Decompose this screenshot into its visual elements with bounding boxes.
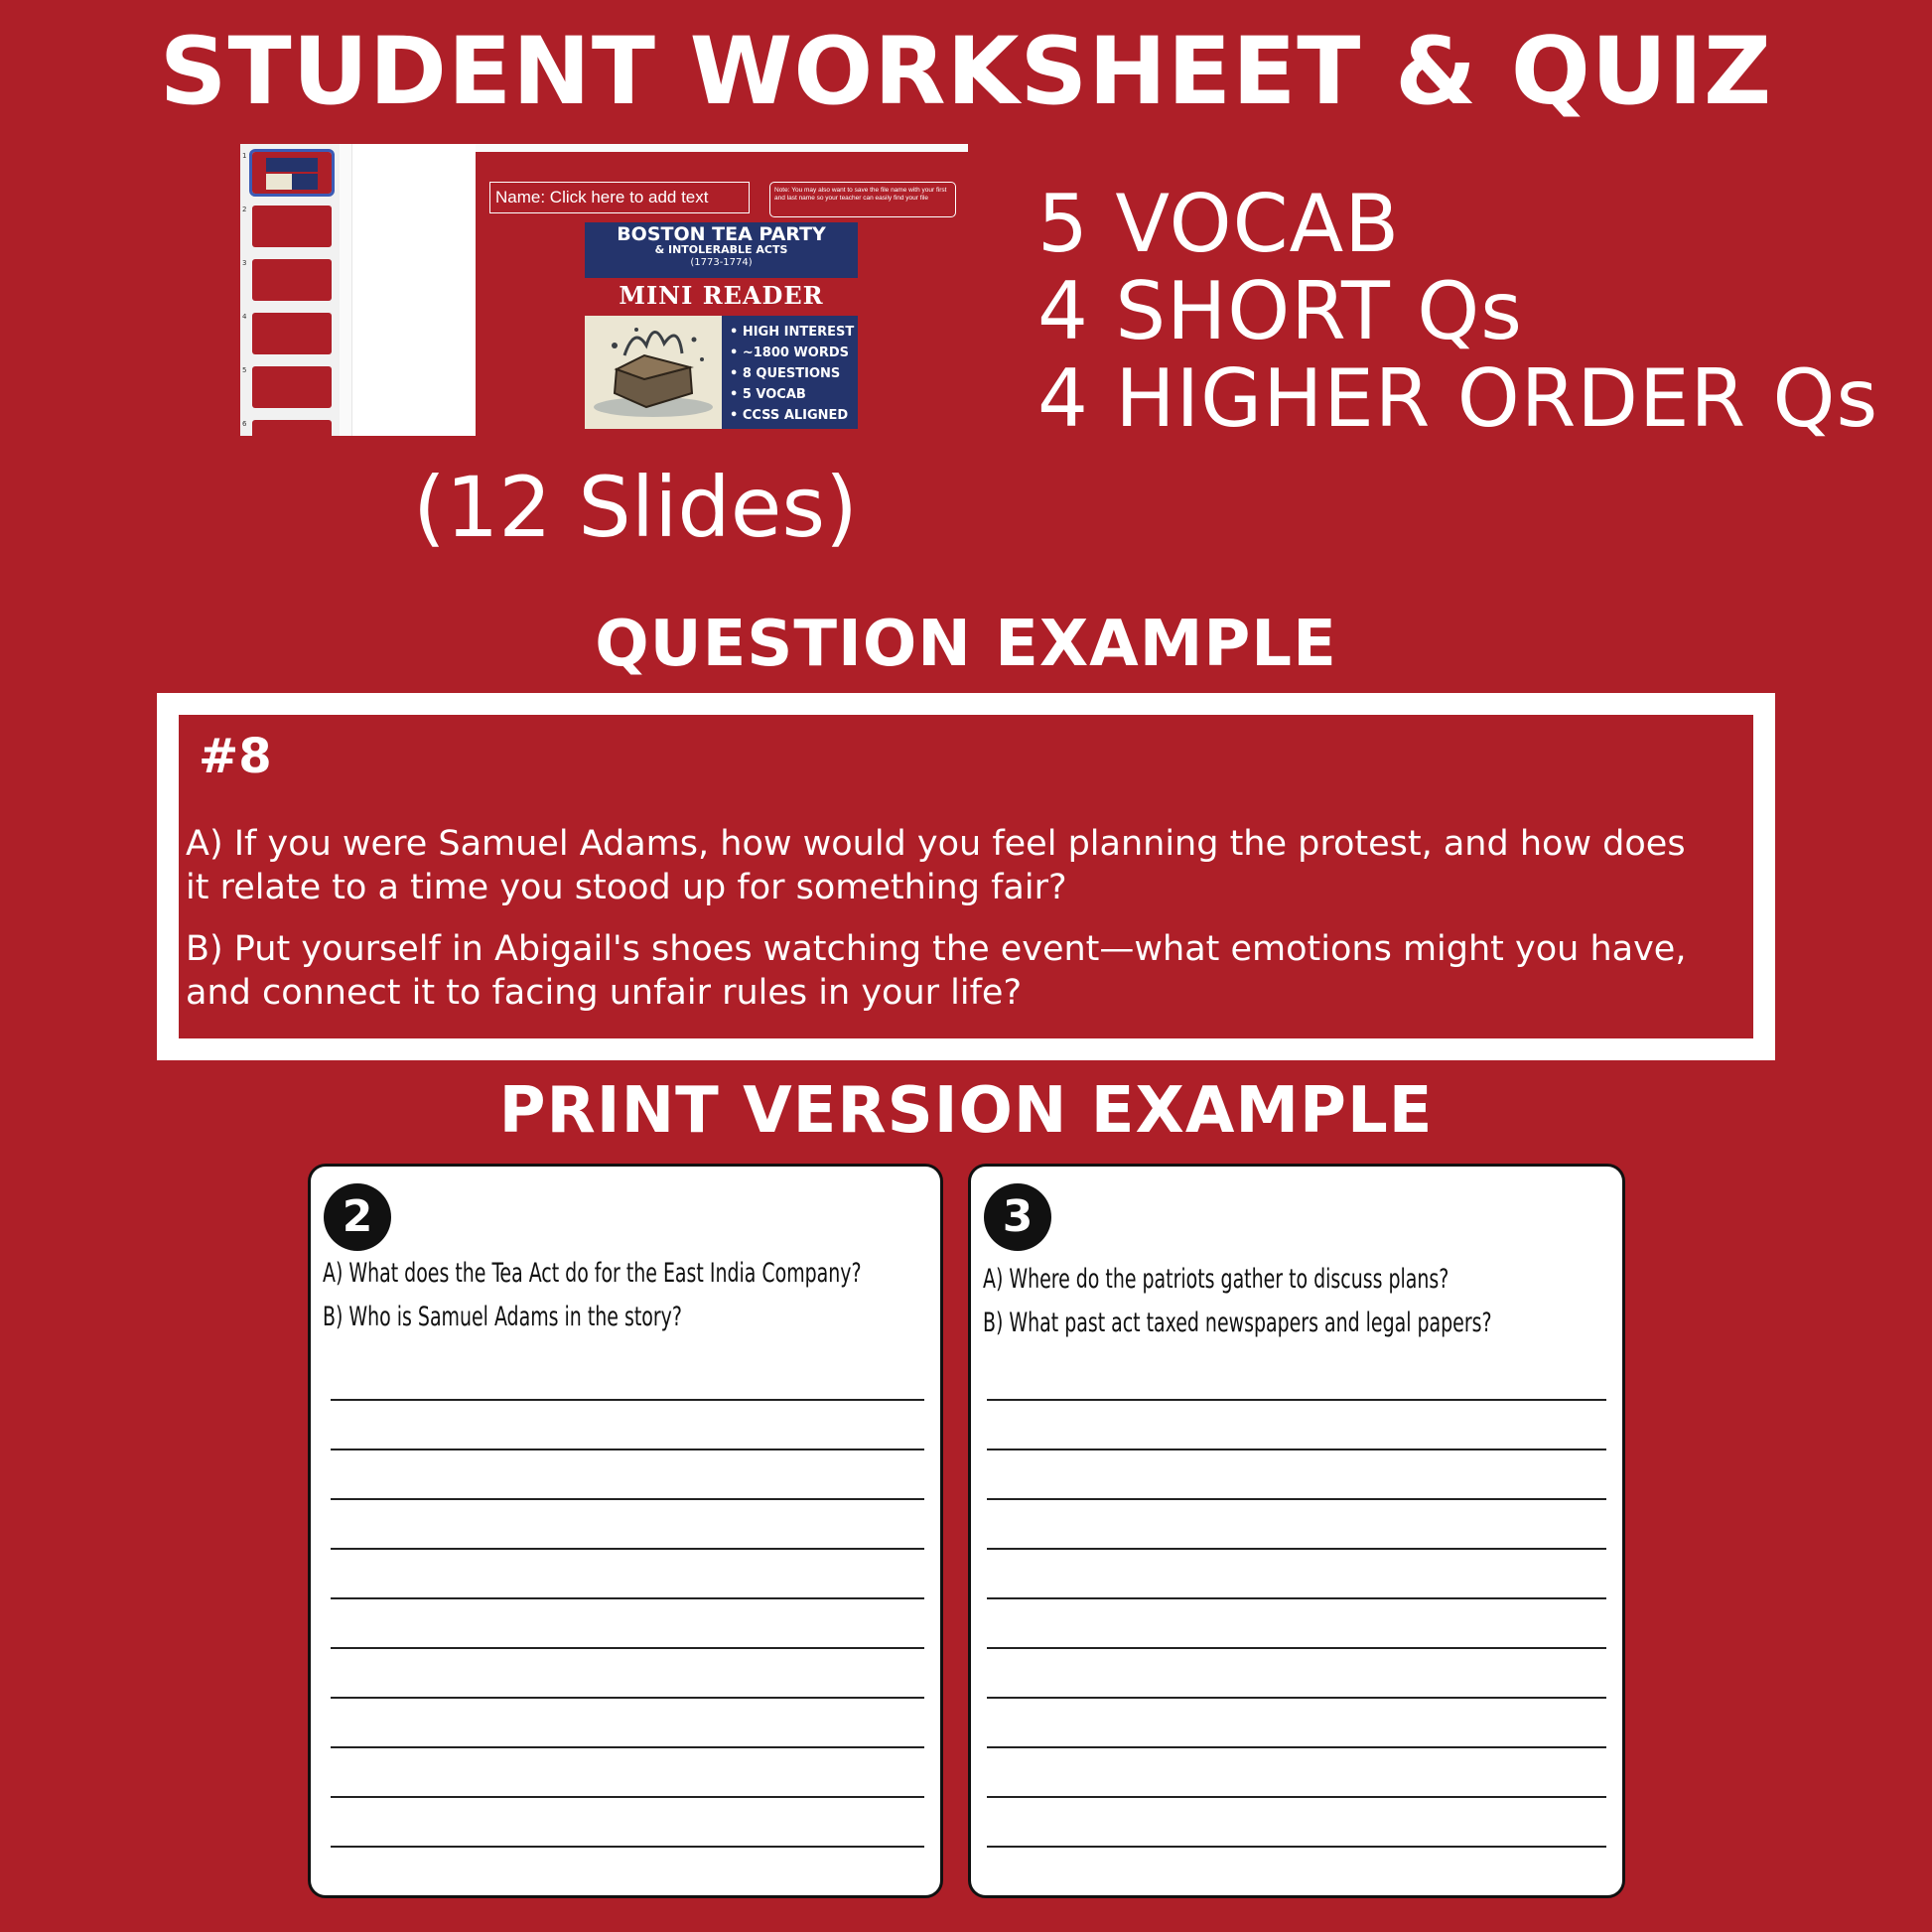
thumbnail-number: 6 bbox=[242, 420, 247, 428]
slide-thumbnail[interactable] bbox=[252, 420, 332, 436]
answer-line[interactable] bbox=[331, 1647, 924, 1649]
slide-thumbnail[interactable] bbox=[252, 152, 332, 194]
answer-line[interactable] bbox=[331, 1746, 924, 1748]
print-question-a: A) Where do the patriots gather to discuss plans? bbox=[983, 1264, 1449, 1295]
answer-line[interactable] bbox=[331, 1597, 924, 1599]
answer-line[interactable] bbox=[987, 1449, 1606, 1450]
question-number-badge: 2 bbox=[324, 1183, 391, 1251]
answer-line[interactable] bbox=[987, 1846, 1606, 1848]
cover-years: (1773-1774) bbox=[690, 257, 753, 268]
print-question-b: B) What past act taxed newspapers and legal papers? bbox=[983, 1308, 1492, 1338]
print-card bbox=[308, 1164, 943, 1898]
feature-item: • 8 QUESTIONS bbox=[730, 366, 841, 381]
slide-filmstrip bbox=[240, 144, 341, 436]
stat-higher-order-questions: 4 HIGHER ORDER Qs bbox=[1037, 352, 1879, 445]
cover-title: BOSTON TEA PARTY bbox=[617, 223, 826, 245]
slides-screenshot bbox=[240, 144, 968, 436]
slide-thumbnail[interactable] bbox=[252, 259, 332, 301]
thumbnail-number: 3 bbox=[242, 259, 247, 267]
mini-reader-label: MINI READER bbox=[619, 281, 824, 310]
answer-line[interactable] bbox=[987, 1548, 1606, 1550]
answer-line[interactable] bbox=[987, 1399, 1606, 1401]
thumbnail-number: 4 bbox=[242, 313, 247, 321]
cover-title-block bbox=[585, 222, 858, 278]
feature-item: • CCSS ALIGNED bbox=[730, 408, 849, 423]
answer-line[interactable] bbox=[331, 1796, 924, 1798]
page-title: STUDENT WORKSHEET & QUIZ bbox=[159, 18, 1773, 126]
question-example-card bbox=[179, 715, 1753, 1038]
slide-thumbnail[interactable] bbox=[252, 313, 332, 354]
answer-line[interactable] bbox=[987, 1647, 1606, 1649]
print-card bbox=[968, 1164, 1625, 1898]
slide-thumbnail[interactable] bbox=[252, 206, 332, 247]
note-box: Note: You may also want to save the file name with your first and last name so your teacher can easily find your file bbox=[769, 182, 956, 217]
thumbnail-number: 1 bbox=[242, 152, 247, 160]
answer-line[interactable] bbox=[331, 1548, 924, 1550]
answer-line[interactable] bbox=[331, 1449, 924, 1450]
vertical-ruler bbox=[340, 144, 352, 436]
answer-line[interactable] bbox=[331, 1399, 924, 1401]
slide-thumbnail[interactable] bbox=[252, 366, 332, 408]
slide-count: (12 Slides) bbox=[413, 459, 858, 556]
feature-item: • HIGH INTEREST bbox=[730, 325, 855, 340]
features-list bbox=[722, 316, 858, 429]
thumbnail-number: 2 bbox=[242, 206, 247, 213]
question-example-heading: QUESTION EXAMPLE bbox=[595, 608, 1337, 681]
thumbnail-number: 5 bbox=[242, 366, 247, 374]
feature-item: • 5 VOCAB bbox=[730, 387, 806, 402]
answer-line[interactable] bbox=[987, 1597, 1606, 1599]
tea-crate-splash-icon bbox=[585, 316, 722, 429]
print-example-heading: PRINT VERSION EXAMPLE bbox=[498, 1074, 1434, 1148]
stat-short-questions: 4 SHORT Qs bbox=[1037, 265, 1523, 357]
answer-line[interactable] bbox=[987, 1697, 1606, 1699]
answer-line[interactable] bbox=[987, 1796, 1606, 1798]
answer-line[interactable] bbox=[331, 1498, 924, 1500]
answer-line[interactable] bbox=[331, 1846, 924, 1848]
question-number: #8 bbox=[199, 729, 272, 784]
cover-subtitle: & INTOLERABLE ACTS bbox=[654, 243, 788, 256]
question-part-b: B) Put yourself in Abigail's shoes watching the event—what emotions might you have, and connect it to facing unfair rules in your life? bbox=[186, 929, 1687, 1013]
answer-line[interactable] bbox=[331, 1697, 924, 1699]
slide-canvas bbox=[476, 152, 968, 436]
answer-line[interactable] bbox=[987, 1746, 1606, 1748]
print-question-a: A) What does the Tea Act do for the East India Company? bbox=[323, 1258, 862, 1289]
answer-line[interactable] bbox=[987, 1498, 1606, 1500]
feature-item: • ~1800 WORDS bbox=[730, 345, 849, 360]
name-field[interactable]: Name: Click here to add text bbox=[489, 182, 750, 213]
print-question-b: B) Who is Samuel Adams in the story? bbox=[323, 1302, 682, 1332]
question-part-a: A) If you were Samuel Adams, how would you feel planning the protest, and how does it relate to a time you stood up for something fair? bbox=[186, 824, 1686, 907]
question-number-badge: 3 bbox=[984, 1183, 1051, 1251]
stat-vocab: 5 VOCAB bbox=[1037, 178, 1401, 270]
